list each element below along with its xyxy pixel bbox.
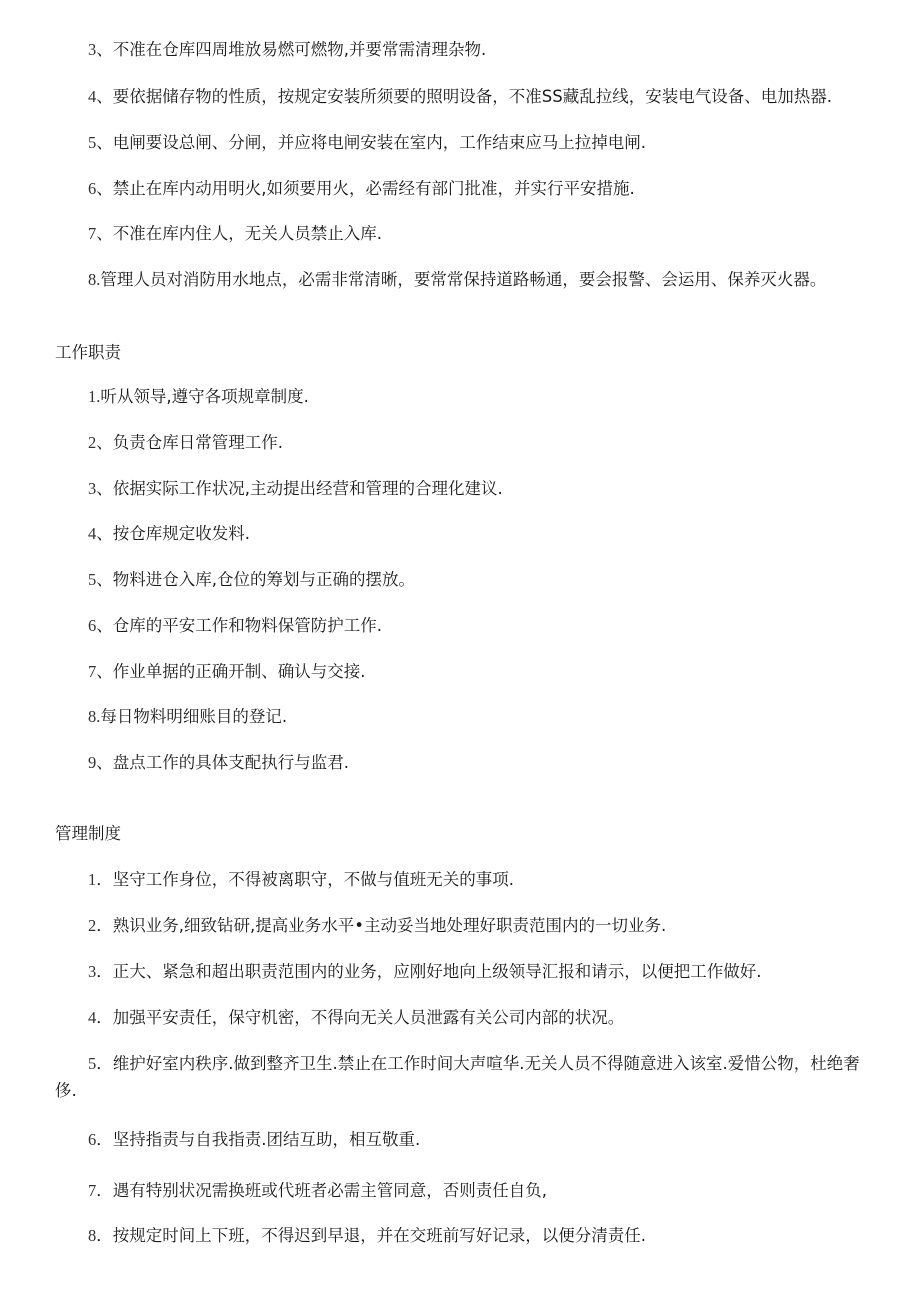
item-text: 管理人员对消防用水地点，必需非常清晰，要常常保持道路畅通，要会报警、会运用、保养灭火器。: [100, 270, 827, 289]
item-text: 、依据实际工作状况,主动提出经营和管理的合理化建议.: [96, 479, 503, 498]
item-number: 1: [88, 870, 97, 889]
duty-item-6: [88, 614, 382, 638]
item-text: ．加强平安责任，保守机密，不得向无关人员泄露有关公司内部的状况。: [96, 1008, 625, 1027]
item-text: 听从领导,遵守各项规章制度.: [100, 387, 309, 406]
item-text: ．坚持指责与自我指责.团结互助，相互敬重.: [96, 1130, 421, 1149]
item-text: 、电闸要设总闸、分闸，并应将电闸安装在室内，工作结束应马上拉掉电闸.: [96, 133, 646, 152]
section-title-rules: 管理制度: [55, 824, 121, 843]
item-text: 、作业单据的正确开制、确认与交接.: [96, 662, 366, 681]
item-text: 每日物料明细账目的登记.: [100, 707, 288, 726]
item-number: 5: [88, 570, 97, 589]
item-number: 7: [88, 1181, 97, 1200]
safety-rule-8: [88, 268, 826, 292]
item-text: 、不准在仓库四周堆放易燃可燃物,并要常需清理杂物.: [96, 40, 487, 59]
duty-item-8: [88, 705, 287, 729]
item-text: ．按规定时间上下班，不得迟到早退，并在交班前写好记录，以便分清责任.: [96, 1226, 646, 1245]
safety-rule-3: [88, 38, 486, 62]
section-title-duties: 工作职责: [55, 343, 121, 362]
item-number: 4: [88, 1008, 97, 1027]
duty-item-3: [88, 477, 503, 501]
item-number: 2: [88, 916, 97, 935]
item-number: 9: [88, 753, 97, 772]
item-number: 4: [88, 524, 97, 543]
safety-rule-6: [88, 177, 635, 201]
item-number: 6: [88, 616, 97, 635]
rule-item-1: [88, 868, 514, 892]
item-text: ．遇有特别状况需换班或代班者必需主管同意，否则责任自负,: [96, 1181, 547, 1200]
rule-item-8: [88, 1224, 646, 1248]
item-text: ．正大、紧急和超出职责范围内的业务，应刚好地向上级领导汇报和请示，以便把工作做好.: [96, 962, 762, 981]
item-number: 6: [88, 179, 97, 198]
duty-item-7: [88, 660, 366, 684]
item-number: 4: [88, 87, 97, 106]
item-text: ．熟识业务,细致钻研,提高业务水平•主动妥当地处理好职责范围内的一切业务.: [96, 916, 667, 935]
safety-rule-4: [88, 85, 832, 109]
item-number: 8.: [88, 707, 101, 726]
rule-item-3: [88, 960, 762, 984]
item-text: 、按仓库规定收发料.: [96, 524, 250, 543]
item-text: 、不准在库内住人，无关人员禁止入库.: [96, 224, 382, 243]
duty-item-9: [88, 751, 349, 775]
duty-item-1: [88, 385, 309, 409]
item-number: 8.: [88, 270, 101, 289]
item-number: 3: [88, 962, 97, 981]
item-number: 1.: [88, 387, 101, 406]
item-number: 7: [88, 224, 97, 243]
duty-item-4: [88, 522, 250, 546]
safety-rule-5: [88, 131, 646, 155]
item-number: 2: [88, 433, 97, 452]
item-text: 、物料进仓入库,仓位的筹划与正确的摆放。: [96, 570, 415, 589]
item-number: 3: [88, 479, 97, 498]
item-text: ．维护好室内秩序.做到整齐卫生.禁止在工作时间大声喧华.无关人员不得随意进入该室.爱惜公物，杜绝奢侈.: [55, 1054, 860, 1100]
item-number: 5: [88, 1054, 97, 1073]
item-text: 、负责仓库日常管理工作.: [96, 433, 283, 452]
rule-item-2: [88, 914, 666, 938]
safety-rule-7: [88, 222, 382, 246]
item-number: 6: [88, 1130, 97, 1149]
item-text: ．坚守工作身位，不得被离职守，不做与值班无关的事项.: [96, 870, 514, 889]
item-number: 3: [88, 40, 97, 59]
item-number: 8: [88, 1226, 97, 1245]
duty-item-2: [88, 431, 283, 455]
rule-item-6: [88, 1128, 420, 1152]
item-number: 7: [88, 662, 97, 681]
rule-item-5: [55, 1050, 875, 1104]
item-text: 、要依据储存物的性质，按规定安装所须要的照明设备，不准SS藏乱拉线，安装电气设备、电加热器.: [96, 87, 832, 106]
rule-item-4: [88, 1006, 624, 1030]
item-number: 5: [88, 133, 97, 152]
item-text: 、禁止在库内动用明火,如须要用火，必需经有部门批准，并实行平安措施.: [96, 179, 635, 198]
rule-item-7: [88, 1179, 547, 1203]
item-text: 、盘点工作的具体支配执行与监君.: [96, 753, 349, 772]
duty-item-5: [88, 568, 415, 592]
item-text: 、仓库的平安工作和物料保管防护工作.: [96, 616, 382, 635]
